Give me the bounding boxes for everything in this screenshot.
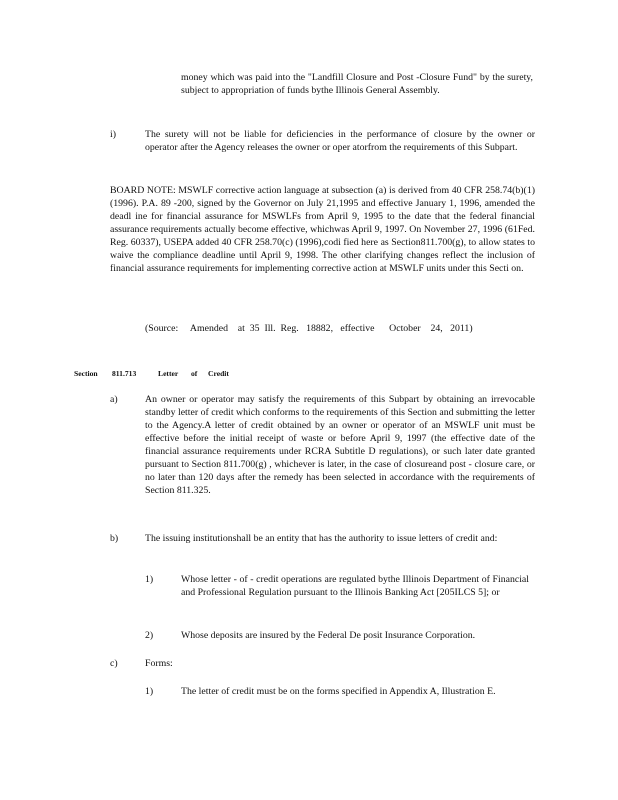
item-c-1-label: 1) [145, 686, 154, 697]
board-note: BOARD NOTE: MSWLF corrective action language at subsection (a) is derived from 40 CFR 258.74(b)(1) (1996). P.A. 89 -200, signed by the Governor on July 21,1995 and effective January 1, 1996, amended the deadl ine for financial assurance for MSWLFs from April 9, 1995 to the date that the federal financial assurance requirements actually become effective, whichwas April 9, 1997. On November 27, 1996 (61Fed. Reg. 60337), USEPA added 40 CFR 258.70(c) (1996),codi fied here as Section811.700(g), to allow states to waive the compliance deadline until April 9, 1998. The other clarifying changes reflect the inclusion of financial assurance requirements for implementing corrective action at MSWLF units under this Secti on. [110, 185, 535, 274]
money-paragraph: money which was paid into the "Landfill Closure and Post -Closure Fund" by the surety, subject to appropriation of funds bythe Illinois General Assembly. [181, 72, 533, 96]
item-b-1-text: Whose letter - of - credit operations are regulated bythe Illinois Department of Financial and Professional Regulation pursuant to the Illinois Banking Act [205ILCS 5]; or [181, 574, 529, 598]
item-a-text: An owner or operator may satisfy the requirements of this Subpart by obtaining an irrevocable standby letter of credit which conforms to the requirements of this Section and submitting the letter to the Agency.A letter of credit obtained by an owner or operator of an MSWLF unit must be effective before the initial receipt of waste or before April 9, 1997 (the effective date of the financial assurance requirements under RCRA Subtitle D regulations), or such later date granted pursuant to Section 811.700(g) , whichever is later, in the case of closureand post - closure care, or no later than 120 days after the remedy has been selected in accordance with the requirements of Section 811.325. [145, 394, 535, 496]
section-title-word-1: Letter [158, 369, 179, 378]
item-c-text: Forms: [145, 658, 173, 669]
item-b-label: b) [110, 533, 119, 544]
section-title-word-2: of [191, 369, 198, 378]
source-note: (Source: Amended at 35 Ill. Reg. 18882, effective October 24, 2011) [145, 323, 473, 334]
item-i-text: The surety will not be liable for deficiencies in the performance of closure by the owner or operator after the Agency releases the owner or oper atorfrom the requirements of this Subpart. [145, 129, 535, 153]
section-number: 811.713 [112, 369, 137, 378]
item-c-label: c) [110, 658, 118, 669]
item-i-label: i) [110, 129, 116, 140]
section-word: Section [74, 369, 98, 378]
item-b-1-label: 1) [145, 574, 154, 585]
item-a-label: a) [110, 394, 118, 405]
item-b-2-label: 2) [145, 630, 154, 641]
section-title-word-3: Credit [208, 369, 229, 378]
item-b-text: The issuing institutionshall be an entity that has the authority to issue letters of credit and: [145, 533, 498, 544]
item-c-1-text: The letter of credit must be on the forms specified in Appendix A, Illustration E. [181, 686, 496, 697]
item-b-2-text: Whose deposits are insured by the Federal De posit Insurance Corporation. [181, 630, 476, 641]
